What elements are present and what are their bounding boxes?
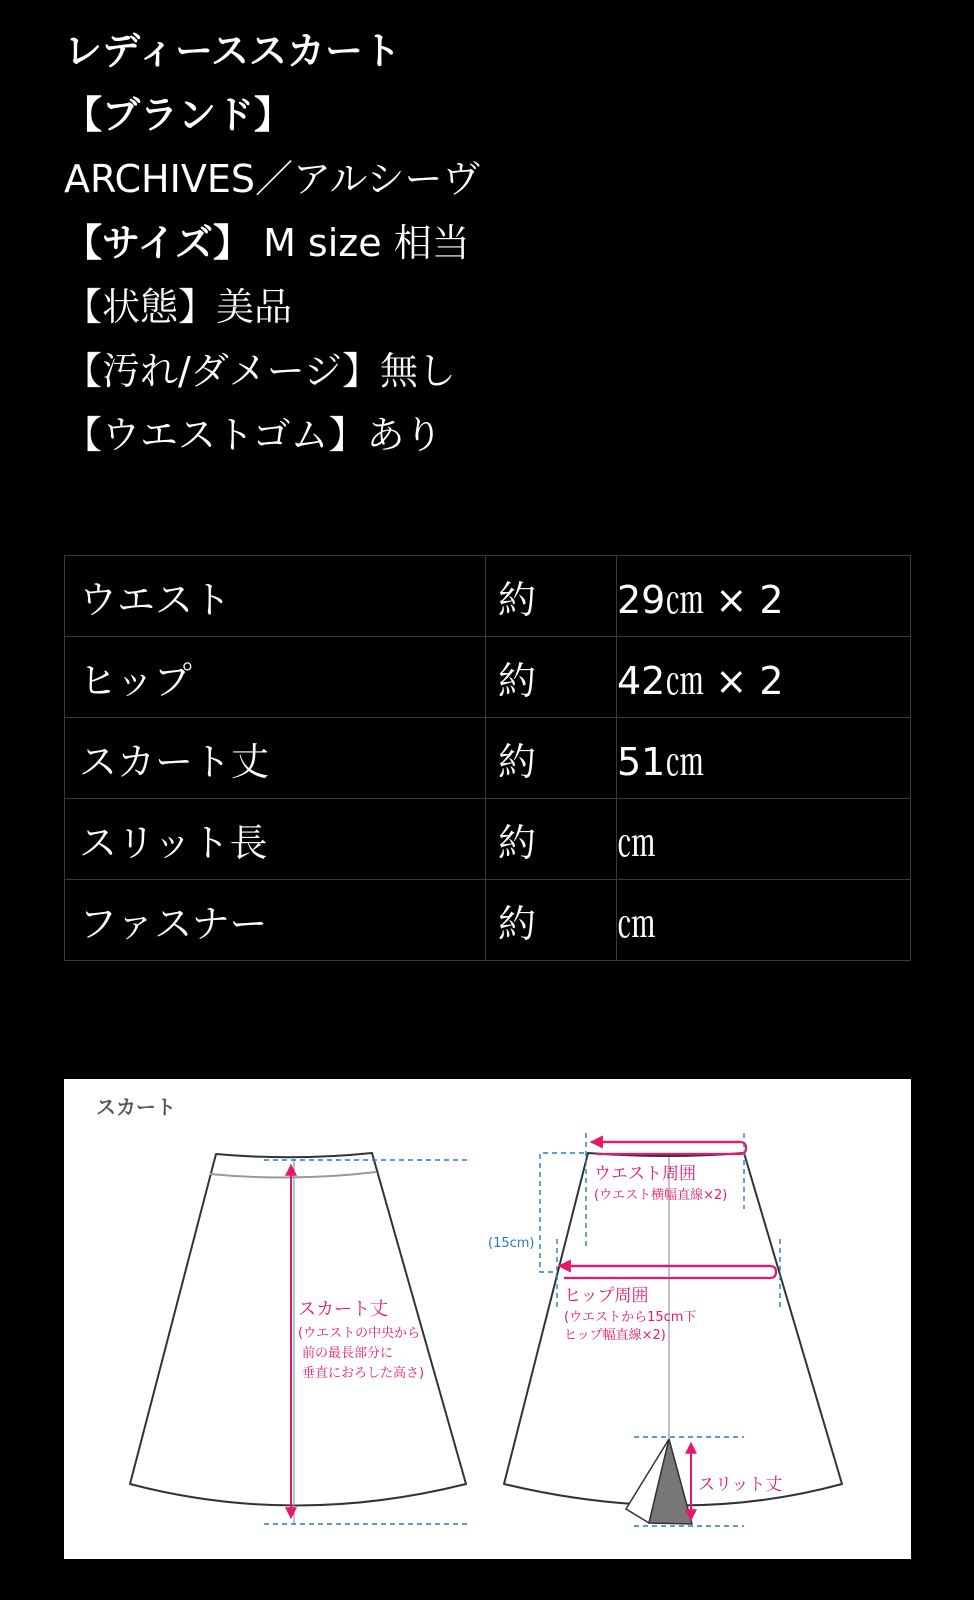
waist-rubber-label: 【ウエストゴム】: [64, 413, 367, 457]
size-value: M size 相当: [263, 221, 470, 265]
measure-value: ㎝: [617, 799, 911, 880]
hip-note-1: (ウエストから15cm下: [564, 1310, 697, 1325]
size-label: 【サイズ】: [64, 221, 251, 265]
waist-note: (ウエスト横幅直線×2): [594, 1188, 728, 1203]
measure-value: ㎝: [617, 880, 911, 961]
condition-row: [64, 282, 480, 346]
measurement-diagram: [64, 1079, 911, 1559]
brand-value: ARCHIVES／アルシーヴ: [64, 157, 481, 201]
measure-name: ファスナー: [65, 880, 486, 961]
waist-rubber-row: [64, 410, 480, 474]
length-note-2: 前の最長部分に: [302, 1346, 394, 1361]
hip-label: ヒップ周囲: [564, 1286, 649, 1306]
table-row: [65, 718, 911, 799]
table-row: [65, 637, 911, 718]
brand-label: 【ブランド】: [64, 93, 293, 137]
measure-approx: 約: [486, 637, 617, 718]
stain-value: 無し: [380, 349, 457, 393]
measure-value: 51㎝: [617, 718, 911, 799]
stain-row: [64, 346, 480, 410]
measure-value: 42㎝ × 2: [617, 637, 911, 718]
table-row: [65, 556, 911, 637]
condition-value: 美品: [216, 285, 293, 329]
waist-loop: [596, 1142, 746, 1154]
stain-label: 【汚れ/ダメージ】: [64, 349, 381, 393]
measure-name: スリット長: [65, 799, 486, 880]
measure-name: ヒップ: [65, 637, 486, 718]
length-note-3: 垂直におろした高さ): [302, 1366, 425, 1381]
waist-rubber-value: あり: [366, 413, 443, 457]
hip-note-2: ヒップ幅直線×2): [564, 1328, 666, 1343]
measure-approx: 約: [486, 880, 617, 961]
measurement-table: [64, 555, 911, 961]
length-label: スカート丈: [298, 1299, 388, 1320]
diagram-title: スカート: [96, 1095, 176, 1119]
measure-approx: 約: [486, 799, 617, 880]
offset-label: (15cm): [488, 1236, 535, 1251]
waist-label: ウエスト周囲: [594, 1164, 696, 1184]
condition-label: 【状態】: [64, 285, 217, 329]
slit-label: スリット丈: [698, 1475, 783, 1495]
measure-name: ウエスト: [65, 556, 486, 637]
length-note-1: (ウエストの中央から: [298, 1326, 421, 1341]
measure-approx: 約: [486, 718, 617, 799]
measure-value: 29㎝ × 2: [617, 556, 911, 637]
product-title: レディーススカート: [64, 29, 402, 73]
skirt-diagram: [64, 1079, 911, 1559]
size-row: [64, 218, 480, 282]
table-row: [65, 799, 911, 880]
table-row: [65, 880, 911, 961]
measure-approx: 約: [486, 556, 617, 637]
measure-name: スカート丈: [65, 718, 486, 799]
product-info: [64, 26, 480, 474]
